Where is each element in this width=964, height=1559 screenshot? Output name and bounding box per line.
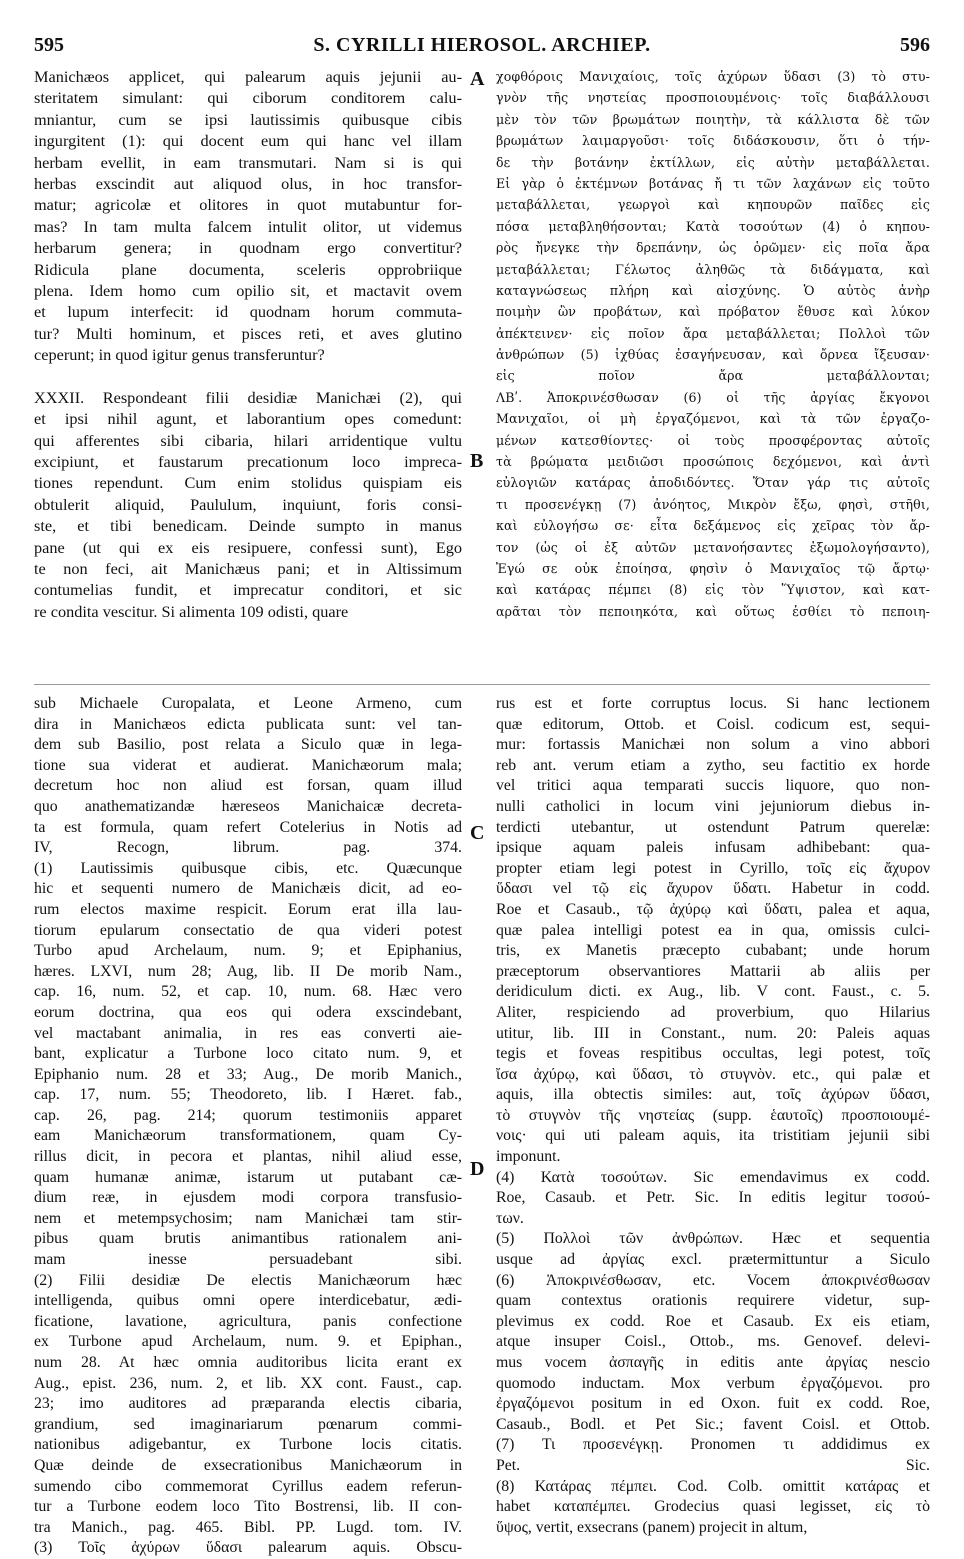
footnote-line: cap. 26, pag. 214; quorum testimoniis apparet [34,1106,462,1124]
footnote-line: vel tritici aqua temparati succis liquore, quo non- [496,777,930,795]
section-marker-d: D [470,1158,485,1180]
greek-line: γνὸν τῆς νηστείας προσποιουμένοις· τοῖς διαβάλλουσι [496,90,930,106]
greek-line: ποιμὴν ὢν προβάτων, καὶ πρόβατον ἔθυσε καὶ λύκον [496,304,930,320]
latin-line: XXXII. Respondeant filii desidiæ Manichæi (2), qui [34,387,462,407]
footnote-line: rum electos maxime respicit. Eorum erat illa lau- [34,900,462,918]
footnote-line: ὕψος, vertit, exsecrans (panem) projecit in altum, [496,1518,808,1536]
greek-line: καταγνώσεως πλήρη καὶ αἰσχύνης. Ὁ αὐτὸς ἀνὴρ [496,282,930,298]
latin-line: herbas exscindit aut aliquod olus, in hoc transfor- [34,173,462,193]
footnote-line: hic et sequenti numero de Manichæis dicit, ad eo- [34,880,462,898]
greek-line: τὰ βρώματα μειδιῶσι προσώποις δεχόμενοι, καὶ ἀντὶ [496,454,930,470]
greek-line: Ἐγώ σε οὐκ ἐποίησα, φησὶν ὁ Μανιχαῖος τῷ ἄρτῳ· [496,560,930,576]
greek-line: ἀνθρώπων (5) ἰχθύας ἐσαγήνευσαν, καὶ ὄρνεα ἴξευσαν· [496,347,930,363]
greek-line: βρωμάτων λαιμαργοῦσι· τοῖς διδάσκουσιν, ὅτι ὁ τήν- [496,133,930,149]
footnote-line: 23; imo auditores ad præparanda electis cibaria, [34,1395,462,1413]
greek-line: μεταβάλλεται; Γέλωτος ἀληθῶς τὰ διδάγματα, καὶ [496,261,930,277]
page-header [34,34,930,56]
footnote-line: sub Michaele Curopalata, et Leone Armeno, cum [34,695,462,712]
latin-line: ste, et tibi benedicam. Deinde sumpto in manus [34,516,462,536]
footnote-line: nationibus adigebantur, ex Turbone locis citatis. [34,1436,462,1454]
footnote-line: tris, ex Manetis præcepto cubabant; unde horum [496,942,930,960]
footnote-line: terdicti utebantur, ut ostendunt Patrum querelæ: [496,818,930,836]
footnote-line: num 28. At hæc omnia auditoribus licita erant ex [34,1354,462,1371]
footnote-line: decretum hoc non aliud est forsan, quam illud [34,777,462,795]
footnote-line: rillus dicit, in pecora et plantas, nihil aliud esse, [34,1148,462,1166]
greek-text-column [496,66,930,678]
greek-line: δε τὴν βοτάνην ἐκτίλλων, εἰς αὐτὴν μεταβάλλεται. [496,154,930,170]
greek-line: καὶ κατάρας πέμπει (8) εἰς τὸν Ὕψιστον, καὶ κατ- [496,582,930,598]
latin-line: re condita vescitur. Si alimenta 109 odisti, quare [34,601,349,621]
footnote-line: tione sua viderat et audierat. Manichæorum mala; [34,756,462,774]
footnote-line: ex Turbone apud Archelaum, num. 9. et Epiphan., [34,1333,462,1351]
footnote-line: vel mactabant animalia, in res eas converti aie- [34,1024,462,1042]
footnote-line: atque insuper Coisl., Ottob., ms. Genovef. delevi- [496,1333,930,1351]
footnote-line: (4) Κατὰ τοσούτων. Sic emendavimus ex codd. [496,1168,930,1186]
footnote-line: pibus quam brutis animantibus rationalem ani- [34,1230,462,1248]
footnote-line: tur a Turbone eodem loco Tito Bostrensi, lib. II con- [34,1498,462,1516]
greek-line: ρὸς ἤνεγκε τὴν δρεπάνην, ὡς ὁρῶμεν· εἰς ποῖα ἄρα [496,240,930,256]
footnote-line: dem sub Basilio, post relata a Siculo quæ in lega- [34,736,462,754]
footnote-line: eorum doctrina, qua eos qui odera exscindebant, [34,1003,462,1021]
footnote-line: præceptorum observantiores Mattarii ab aliis per [496,962,930,980]
footnote-line: mam inesse persuadebant sibi. [34,1251,462,1269]
latin-line: matur; agricolæ et olitores in quot mutabuntur for- [34,195,462,215]
footnote-line: (3) Τοῖς ἀχύρων ὕδασι palearum aquis. Obscu- [34,1539,462,1557]
running-title: S. CYRILLI HIEROSOL. ARCHIEP. [313,34,651,56]
latin-line: steritatem simulant: qui ciborum conditorem calu- [34,88,462,108]
footnote-line: quæ editorum, Ottob. et Coisl. codicum est, sequi- [496,715,930,733]
latin-line: te non feci, ait Manichæus pani; et in Altissimum [34,558,462,578]
greek-line: μένων κατεσθίοντες· οἱ τοὺς προσφέροντας αὐτοῖς [496,432,930,448]
latin-line: herbam evellit, in eam transmutari. Nam si is qui [34,152,462,172]
greek-line: χοφθόροις Μανιχαίοις, τοῖς ἀχύρων ὕδασι (3) τὸ στυ- [496,69,930,84]
section-marker-c: C [470,822,485,844]
page-number-right: 596 [900,34,930,56]
footnote-line: νοις· qui uti paleam aquis, ita tristitiam jejunii sibi [496,1127,930,1145]
footnote-line: reb ant. verum etiam a zytho, seu factitio ex horde [496,756,930,774]
footnote-line: Roe et Casaub., τῷ ἀχύρῳ καὶ ὕδατι, palea et aqua, [496,900,930,918]
greek-line: Εἰ γὰρ ὁ ἐκτέμνων βοτάνας ἤ τι τῶν λαχάνων εἰς τοῦτο [496,175,930,191]
footnote-line: IV, Recogn, librum. pag. 374. [34,839,462,857]
footnote-line: dium reæ, in ejusdem modi corpora transfusio- [34,1189,462,1207]
latin-line [34,365,462,386]
greek-line: ΛΒʹ. Ἀποκρινέσθωσαν (6) οἱ τῆς ἀργίας ἔκγονοι [496,389,930,405]
latin-line: contumelias fundit, et imprecatur conditori, et sic [34,580,462,600]
footnote-line: nulli catholici in locum vini jejuniorum diebus in- [496,797,930,815]
footnote-line: Aug., epist. 236, num. 2, et lib. XX cont. Faust., cap. [34,1374,462,1392]
footnote-line: usque ad ἀργίας excl. prætermittuntur a Siculo [496,1251,930,1269]
latin-line: qui afferentes sibi cibaria, hilari arridentique vultu [34,430,462,450]
footnotes-right-column [496,694,930,1536]
footnote-line: Casaub., Bodl. et Pet Sic.; favent Coisl. et Ottob. [496,1415,930,1433]
footnote-line: utitur, lib. III in Constant., num. 20: Paleis aquas [496,1024,930,1042]
footnote-line: ἴσα ἀχύρῳ, καὶ ὕδασι, τὸ στυγνὸν. etc., qui palæ et [496,1065,930,1083]
footnote-line: (1) Lautissimis quibusque cibis, etc. Quæcunque [34,859,462,877]
footnote-line: cap. 16, num. 52, et cap. 10, num. 68. Hæc vero [34,983,462,1001]
footnote-line: (5) Πολλοὶ τῶν ἀνθρώπων. Hæc et sequentia [496,1230,930,1248]
footnote-line: rus est et forte corruptus locus. Si hanc lectionem [496,695,930,712]
footnote-line: (8) Κατάρας πέμπει. Cod. Colb. omittit κατάρας et [496,1477,930,1495]
greek-line: εὐλογιῶν κατάρας ἀποδιδόντες. Ὅταν γάρ τις αὐτοῖς [496,475,930,491]
footnote-line: (7) Τι προσενέγκῃ. Pronomen τι addidimus ex [496,1436,930,1454]
footnote-line: mus vocem ἀσπαγῆς in editis ante ἀργίας nescio [496,1354,930,1371]
footnote-line: tiorum epularum consectatio de qua videri potest [34,921,462,939]
footnote-line: tegis et foveas respitibus occultas, legi potest, τοῖς [496,1045,930,1063]
greek-line: Μανιχαῖοι, οἱ μὴ ἐργαζόμενοι, καὶ τὰ τῶν ἐργαζο- [496,411,930,427]
footnote-line: ficatione, lavatione, agricultura, panis confectione [34,1312,462,1330]
footnote-line: cap. 17, num. 55; Theodoreto, lib. I Hæret. fab., [34,1086,462,1104]
footnote-line: quomodo inductam. Mox verbum ἐργαζόμενοι. pro [496,1374,930,1392]
latin-line: pane (ut qui ex eis resipuere, confessi sunt), Ego [34,537,462,557]
footnote-line: mur: fortassis Manichæi non solum a vino abbori [496,736,930,754]
latin-line: tiones rependunt. Cum enim stolidus quispiam eis [34,473,462,493]
page-number-left: 595 [34,34,64,56]
footnote-line: tra Manich., pag. 465. Bibl. PP. Lugd. tom. IV. [34,1518,462,1536]
footnote-line: grandium, sed imaginariarum pœnarum commi- [34,1415,462,1433]
latin-line: plena. Idem homo cum opilio sit, et mactavit ovem [34,280,462,300]
footnote-line: habet καταπέμπει. Grodecius quasi legisset, εἰς τὸ [496,1498,930,1516]
latin-line: mas? In tam multa falcem intulit olitor, ut videmus [34,216,462,236]
footnote-line: deridiculum dicti. ex Aug., lib. V cont. Faust., c. 5. [496,983,930,1001]
footnote-line: bant, explicatur a Turbone loco citato num. 9, et [34,1045,462,1063]
footnote-line: aquis, illa obtectis similes: aut, τοῖς ἀχύρων ὕδασι, [496,1086,930,1104]
footnote-line: (6) Ἀποκρινέσθωσαν, etc. Vocem ἀποκρινέσθωσαν [496,1271,930,1289]
footnote-line: ipsique aquam paleis infusam adhibebant: qua- [496,839,930,857]
latin-line: herbarum genera; in quodnam ergo convertitur? [34,238,462,258]
footnote-line: dira in Manichæos edicta publicata sunt: vel tan- [34,715,462,733]
latin-line: Ridicula plane documenta, sceleris opprobriique [34,259,462,279]
latin-line: Manichæos applicet, qui palearum aquis jejunii au- [34,67,462,86]
latin-line: excipiunt, et faustarum precationum loco impreca- [34,452,462,472]
greek-line: μεταβάλλεται, γεωργοὶ καὶ κηπουρῶν παῖδες εἰς [496,197,930,213]
footnote-line: ὕδασι vel τῷ εἰς ἄχυρον ὕδατι. Habetur in codd. [496,880,930,898]
latin-text-column [34,66,462,678]
footnote-line: imponunt. [496,1148,561,1166]
footnote-line: quæ palea intelligi potest ea in qua, omissis culci- [496,921,930,939]
footnote-line: ἐργαζόμενοι positum in ed Oxon. fuit ex codd. Roe, [496,1395,930,1413]
latin-line: mniantur, cum se ipsi lautissimis quibusque cibis [34,109,462,129]
greek-line: τον (ὡς οἱ ἐξ αὐτῶν μετανοήσαντες ἐξωμολογήσαντο), [496,539,930,555]
footnote-line: Roe, Casaub. et Petr. Sic. In editis legitur τοσού- [496,1189,930,1207]
footnote-line: Quæ deinde de exsecrationibus Manichæorum in [34,1456,462,1474]
latin-line: ceperunt; in quod igitur genus transferuntur? [34,345,325,365]
footnote-line: quam humanæ animæ, istarum ut putabant cæ- [34,1168,462,1186]
footnote-line: τὸ στυγνὸν τῆς νηστείας (supp. ἑαυτοῖς) προσποιουμέ- [496,1106,930,1124]
footnote-line: των. [496,1209,524,1227]
latin-line: et lupum interfecit: id quodnam horum commuta- [34,302,462,322]
footnote-line: ta est formula, quam refert Cotelerius in Notis ad [34,818,462,836]
footnote-line: eam Manichæorum transformationem, quam Cy- [34,1127,462,1145]
latin-line: et ipsi nihil agunt, et laborantium opes comedunt: [34,409,462,429]
section-marker-a: A [470,68,485,90]
footnote-line: Epiphanio num. 28 et 33; Aug., De morib Manich., [34,1065,462,1083]
footnote-line: Aliter, respiciendo ad proverbium, quo Hilarius [496,1003,930,1021]
footnote-line: propter etiam legi potest in Cyrillo, τοῖς εἰς ἄχυρον [496,859,930,877]
greek-line: αρᾶται τὸν πεποιηκότα, καὶ οὕτως ἐσθίει τὸ πεποιη- [496,603,930,619]
greek-line: ἀπέκτεινεν· εἰς ποῖον ἄρα μεταβάλλεται; Πολλοὶ τῶν [496,325,930,341]
footnotes-left-column [34,694,462,1557]
footnote-line: sumendo cibo commemorat Cyrillus eadem referun- [34,1477,462,1495]
footnote-line: nem et metempsychosim; nam Manichæi tam stir- [34,1209,462,1227]
latin-line: tur? Multi hominum, et pisces reti, et aves glutino [34,323,462,343]
greek-line: πόσα μεταβληθήσονται; Κατὰ τοσούτων (4) ὁ κηπου- [496,218,930,234]
greek-line: μὲν τὸν τῶν βρωμάτων ποιητὴν, τὰ κάλλιστα δὲ τῶν [496,111,930,127]
footnote-line: Turbo apud Archelaum, num. 9; et Epiphanius, [34,942,462,960]
greek-line: εἰς ποῖον ἄρα μεταβάλλονται; [496,368,930,384]
greek-line: τι προσενέγκῃ (7) ἀνόητος, Μικρὸν ἔξω, φησὶ, στῆθι, [496,496,930,512]
latin-line: ingurgitent (1): qui docent eum qui hanc vel illam [34,131,462,151]
footnote-line: hæres. LXVI, num 28; Aug, lib. II De morib Nam., [34,962,462,980]
latin-line: obtulerit aliquid, Paululum, inquiunt, foris consi- [34,494,462,514]
footnote-line: quo anathematizandæ hæreseos Manichaicæ decreta- [34,797,462,815]
footnote-line: plevimus ex codd. Roe et Casaub. Ex eis etiam, [496,1312,930,1330]
footnote-line: (2) Filii desidiæ De electis Manichæorum hæc [34,1271,462,1289]
greek-line: καὶ εὐλογήσω σε· εἶτα δεξάμενος εἰς χεῖρας τὸν ἄρ- [496,518,930,534]
column-divider-rule [34,684,930,685]
footnote-line: intelligenda, quibus omni opere interdicebatur, ædi- [34,1292,462,1310]
footnote-line: Pet. Sic. [496,1456,930,1474]
footnote-line: quam contextus orationis requirere videtur, sup- [496,1292,930,1310]
section-marker-b: B [470,450,484,472]
